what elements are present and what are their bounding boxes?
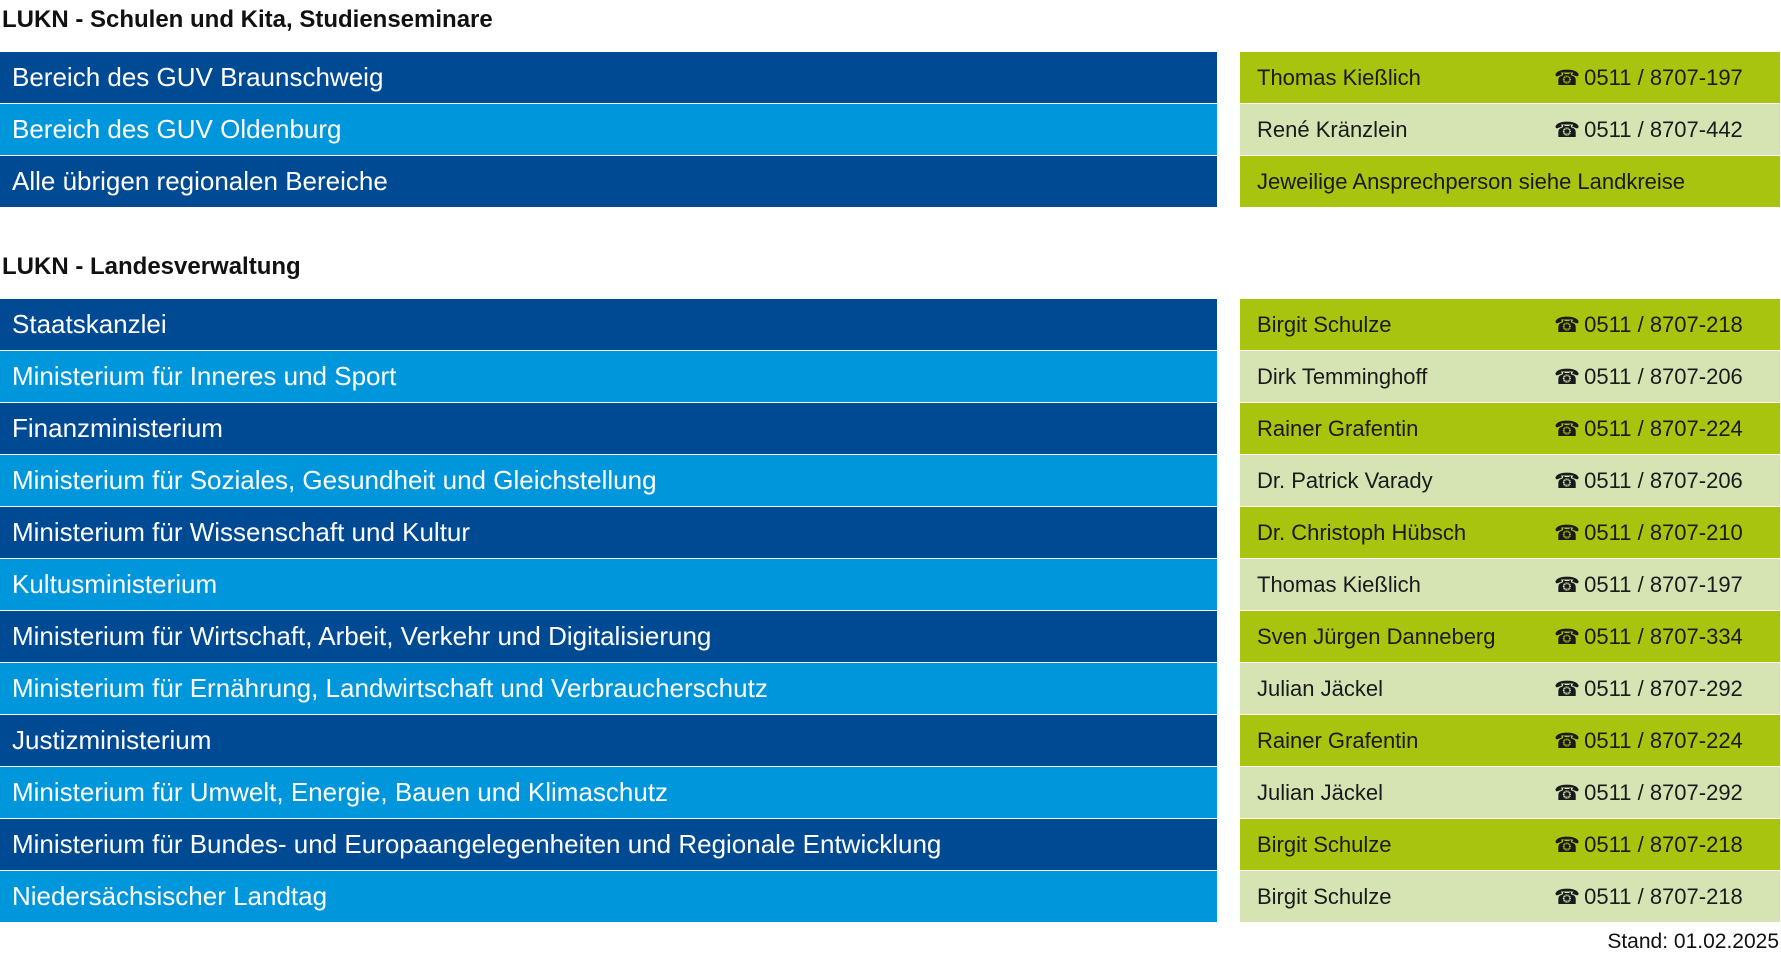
row-label: Niedersächsischer Landtag bbox=[0, 871, 1217, 922]
table-row bbox=[0, 871, 1781, 923]
table-schulen bbox=[0, 52, 1781, 208]
contact-cell bbox=[1240, 559, 1780, 610]
phone-number: 0511 / 8707-197 bbox=[1584, 572, 1743, 597]
contact-name: Rainer Grafentin bbox=[1257, 728, 1419, 753]
telephone-icon: ☎ bbox=[1554, 67, 1581, 90]
table-row bbox=[0, 455, 1781, 507]
section-title-landesverwaltung: LUKN - Landesverwaltung bbox=[2, 253, 301, 280]
contact-cell bbox=[1240, 351, 1780, 402]
contact-cell bbox=[1240, 767, 1780, 818]
row-label: Ministerium für Umwelt, Energie, Bauen und Klimaschutz bbox=[0, 767, 1217, 818]
contact-cell bbox=[1240, 819, 1780, 870]
contact-cell bbox=[1240, 455, 1780, 506]
contact-cell bbox=[1240, 663, 1780, 714]
table-row bbox=[0, 507, 1781, 559]
telephone-icon: ☎ bbox=[1554, 119, 1581, 142]
telephone-icon: ☎ bbox=[1554, 574, 1581, 597]
table-row bbox=[0, 351, 1781, 403]
contact-name: Jeweilige Ansprechperson siehe Landkreise bbox=[1257, 169, 1686, 194]
telephone-icon: ☎ bbox=[1554, 522, 1581, 545]
contact-name: Julian Jäckel bbox=[1257, 676, 1383, 701]
contact-cell bbox=[1240, 52, 1780, 103]
phone-number: 0511 / 8707-206 bbox=[1584, 364, 1743, 389]
contact-phone bbox=[1554, 455, 1743, 507]
contact-phone bbox=[1554, 52, 1743, 104]
telephone-icon: ☎ bbox=[1554, 678, 1581, 701]
contact-cell bbox=[1240, 871, 1780, 922]
contact-name: Dr. Christoph Hübsch bbox=[1257, 520, 1467, 545]
contact-name: Rainer Grafentin bbox=[1257, 416, 1419, 441]
table-row bbox=[0, 767, 1781, 819]
phone-number: 0511 / 8707-218 bbox=[1584, 312, 1743, 337]
table-row bbox=[0, 104, 1781, 156]
contact-cell bbox=[1240, 299, 1780, 350]
row-label: Kultusministerium bbox=[0, 559, 1217, 610]
table-row bbox=[0, 52, 1781, 104]
phone-number: 0511 / 8707-210 bbox=[1584, 520, 1743, 545]
contact-name: Birgit Schulze bbox=[1257, 312, 1392, 337]
telephone-icon: ☎ bbox=[1554, 418, 1581, 441]
phone-number: 0511 / 8707-292 bbox=[1584, 780, 1743, 805]
contact-phone bbox=[1554, 611, 1743, 663]
contact-phone bbox=[1554, 819, 1743, 871]
phone-number: 0511 / 8707-442 bbox=[1584, 117, 1743, 142]
table-landesverwaltung bbox=[0, 299, 1781, 923]
contact-phone bbox=[1554, 351, 1743, 403]
contact-cell bbox=[1240, 507, 1780, 558]
contact-name: Thomas Kießlich bbox=[1257, 572, 1421, 597]
contact-phone bbox=[1554, 299, 1743, 351]
contact-name: Birgit Schulze bbox=[1257, 884, 1392, 909]
contact-phone bbox=[1554, 104, 1743, 156]
contact-cell bbox=[1240, 156, 1780, 207]
table-row bbox=[0, 156, 1781, 208]
contact-phone bbox=[1554, 715, 1743, 767]
telephone-icon: ☎ bbox=[1554, 470, 1581, 493]
phone-number: 0511 / 8707-206 bbox=[1584, 468, 1743, 493]
row-label: Alle übrigen regionalen Bereiche bbox=[0, 156, 1217, 207]
phone-number: 0511 / 8707-224 bbox=[1584, 728, 1743, 753]
row-label: Justizministerium bbox=[0, 715, 1217, 766]
contact-name: Sven Jürgen Danneberg bbox=[1257, 624, 1496, 649]
contact-phone bbox=[1554, 871, 1743, 923]
row-label: Bereich des GUV Braunschweig bbox=[0, 52, 1217, 103]
contact-phone bbox=[1554, 663, 1743, 715]
table-row bbox=[0, 715, 1781, 767]
phone-number: 0511 / 8707-218 bbox=[1584, 832, 1743, 857]
telephone-icon: ☎ bbox=[1554, 314, 1581, 337]
row-label: Finanzministerium bbox=[0, 403, 1217, 454]
row-label: Ministerium für Inneres und Sport bbox=[0, 351, 1217, 402]
phone-number: 0511 / 8707-334 bbox=[1584, 624, 1743, 649]
contact-name: René Kränzlein bbox=[1257, 117, 1408, 142]
table-row bbox=[0, 819, 1781, 871]
telephone-icon: ☎ bbox=[1554, 886, 1581, 909]
stand-date: Stand: 01.02.2025 bbox=[1607, 930, 1779, 953]
contact-phone bbox=[1554, 767, 1743, 819]
contact-phone bbox=[1554, 403, 1743, 455]
contact-cell bbox=[1240, 104, 1780, 155]
table-row bbox=[0, 611, 1781, 663]
contact-phone bbox=[1554, 507, 1743, 559]
telephone-icon: ☎ bbox=[1554, 626, 1581, 649]
phone-number: 0511 / 8707-197 bbox=[1584, 65, 1743, 90]
phone-number: 0511 / 8707-218 bbox=[1584, 884, 1743, 909]
contact-name: Dirk Temminghoff bbox=[1257, 364, 1428, 389]
section-title-schulen: LUKN - Schulen und Kita, Studienseminare bbox=[2, 6, 493, 33]
contact-cell bbox=[1240, 611, 1780, 662]
row-label: Bereich des GUV Oldenburg bbox=[0, 104, 1217, 155]
contact-phone bbox=[1554, 559, 1743, 611]
row-label: Staatskanzlei bbox=[0, 299, 1217, 350]
contact-name: Thomas Kießlich bbox=[1257, 65, 1421, 90]
row-label: Ministerium für Bundes- und Europaangelegenheiten und Regionale Entwicklung bbox=[0, 819, 1217, 870]
contact-name: Julian Jäckel bbox=[1257, 780, 1383, 805]
table-row bbox=[0, 663, 1781, 715]
row-label: Ministerium für Soziales, Gesundheit und Gleichstellung bbox=[0, 455, 1217, 506]
row-label: Ministerium für Wissenschaft und Kultur bbox=[0, 507, 1217, 558]
contact-name: Dr. Patrick Varady bbox=[1257, 468, 1433, 493]
telephone-icon: ☎ bbox=[1554, 730, 1581, 753]
contact-name: Birgit Schulze bbox=[1257, 832, 1392, 857]
phone-number: 0511 / 8707-292 bbox=[1584, 676, 1743, 701]
contact-cell bbox=[1240, 715, 1780, 766]
table-row bbox=[0, 403, 1781, 455]
row-label: Ministerium für Wirtschaft, Arbeit, Verkehr und Digitalisierung bbox=[0, 611, 1217, 662]
contact-cell bbox=[1240, 403, 1780, 454]
row-label: Ministerium für Ernährung, Landwirtschaft und Verbraucherschutz bbox=[0, 663, 1217, 714]
telephone-icon: ☎ bbox=[1554, 782, 1581, 805]
telephone-icon: ☎ bbox=[1554, 834, 1581, 857]
telephone-icon: ☎ bbox=[1554, 366, 1581, 389]
table-row bbox=[0, 559, 1781, 611]
phone-number: 0511 / 8707-224 bbox=[1584, 416, 1743, 441]
table-row bbox=[0, 299, 1781, 351]
